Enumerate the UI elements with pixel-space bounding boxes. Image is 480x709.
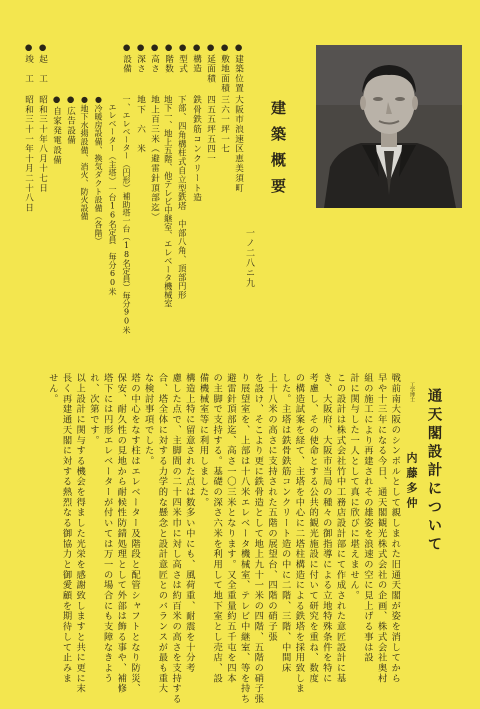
article-column: 慮した点で、主脚間の二十四米巾に対し高さは約百米の高さを支持する: [170, 373, 182, 705]
article-column: 塔下には円形エレベーターが付いては万一の場合にも支障なきよう: [101, 373, 113, 684]
date-value-start: 昭和三十年八月十七日: [37, 95, 48, 193]
article-column: 避雷針頂部迄、高さ一〇三米となります。又全重量約五千屯を四本: [224, 373, 236, 684]
article-column: 以上設計に関与する機会を得ました光栄を感謝致しますと共に更に末: [74, 373, 86, 694]
spec-label-3: ●延面積: [205, 43, 216, 84]
spec-value-13: ●広告設備: [65, 95, 76, 146]
spec-label-6: ●階数: [163, 43, 174, 74]
spec-value-14: ●自家発電設備: [51, 95, 62, 165]
article-column: 構造上特に留意された点は数多い中にも、風荷重、耐震を十分考: [183, 373, 195, 674]
spec-label-4: ●構造: [191, 43, 202, 74]
spec-value-1: 大阪市浪速区恵美須町: [233, 95, 244, 193]
author-title-note: 工学博士: [409, 382, 415, 402]
date-label-complete: ●竣 工: [23, 43, 34, 84]
article-column: き、大阪府、大阪市当局の種々の御指導による立地特殊条件を特に: [320, 373, 332, 684]
article-column: した。主塔は鉄骨鉄筋コンクリート造の中に二階、三階、中間床: [279, 373, 291, 674]
spec-label-8: ●深さ: [135, 43, 146, 74]
article-column: この設計は株式会社竹中工務店設計部にて作成された意匠設計に基: [334, 373, 346, 684]
date-value-complete: 昭和三十一年十月二十八日: [23, 95, 34, 213]
spec-label-5: ●型式: [177, 43, 188, 74]
article-column: の主脚で支持する。基礎の深さ六米を利用して地下室とし売店、設: [211, 373, 223, 684]
date-label-start: ●起 工: [37, 43, 48, 84]
article-column: 早や十三年になる今日、通天閣観光株式会社の企画、株式会社奥村: [375, 373, 387, 684]
spec-label-1: ●建築位置: [233, 43, 244, 94]
spec-value-11: ●冷暖房設備、換気ダクト設備（各階）: [94, 95, 103, 246]
spec-value-10: エレベーター（主塔）一台16名定員 毎分60米: [108, 103, 117, 296]
portrait-icon: [316, 45, 462, 208]
article-column: 保安、耐久性の見地から耐候性防錆処理として外部は飾る事や、補修: [115, 373, 127, 694]
spec-title: 建築概要: [269, 100, 287, 204]
spec-value-4: 鉄骨鉄筋コンクリート造: [191, 95, 202, 203]
article-column: 考慮し、その使命とする公共的観光施設に付いて研究を重ね、数度: [307, 373, 319, 684]
article-column: せん。: [46, 373, 58, 405]
spec-label-2: ●敷地面積: [219, 43, 230, 94]
article-title: 通天閣設計について: [425, 388, 443, 555]
spec-value-12: ●地下水揚設備、消火、防火設備: [80, 95, 89, 221]
spec-value-9: 一、エレベーター（円形）補助塔一台（18名定員）毎分90米: [122, 95, 131, 334]
article-column: 計に関与した一人として真に欣びに堪えません。: [348, 373, 360, 601]
spec-value-2: 三六一坪一七: [219, 95, 230, 154]
spec-value-6: 地下一、地上五階、他テレビ中継室、エレベータ機械室: [163, 95, 174, 308]
spec-value-5: 下部、四角構柱式自立型鉄塔 中部八角、頂部円形: [177, 95, 188, 300]
article-column: り展望室を、上部は十八米エレベータ機械室、テレビ中継室、等を持ち: [238, 373, 250, 705]
article-column: 戦前南大阪のシンボルとして親しまれた旧通天閣が姿を消してから: [389, 373, 401, 684]
portrait-photo: [316, 45, 462, 208]
article-column: な検討事項でした。: [142, 373, 154, 467]
spec-label-9: ●設備: [121, 43, 132, 74]
spec-value-3: 四五五坪五四一: [205, 95, 216, 164]
article-column: 塔の中心をなす柱はエレベーター及階段と配管シャフトとなり防災、: [128, 373, 140, 694]
article-column: 長く再建通天閣に対する熱烈なる御協力と御愛顧を期待して止みま: [60, 373, 72, 684]
spec-label-7: ●高さ: [149, 43, 160, 74]
article-author: 内藤多仲: [405, 452, 418, 512]
article-column: 合、塔全体に対する力学的な懸念と設計意匠とのバランスが最も重大: [156, 373, 168, 694]
document-number: 一ノ二八ニ九: [244, 228, 254, 288]
article-column: を設け、そこより更に鉄骨造として地上九十一米の四階、五階の硝子張: [252, 373, 264, 705]
spec-value-7: 地上百三米（避雷針頂部迄）: [149, 95, 160, 223]
article-column: の構造試案を経て、主塔を中心に二塔柱構造による鉄塔を採用致しま: [293, 373, 305, 694]
article-column: 上十八米の高さに支持された五階の展望台、四階の硝子張: [265, 373, 277, 643]
article-column: 備機械室等に利用しました。: [197, 373, 209, 508]
article-column: 組の施工により再建されその雄姿を浪速の空に見上げる事は設: [361, 373, 373, 663]
article-column: れ、次第です。: [87, 373, 99, 446]
spec-value-8: 地下 六 米: [135, 95, 146, 154]
